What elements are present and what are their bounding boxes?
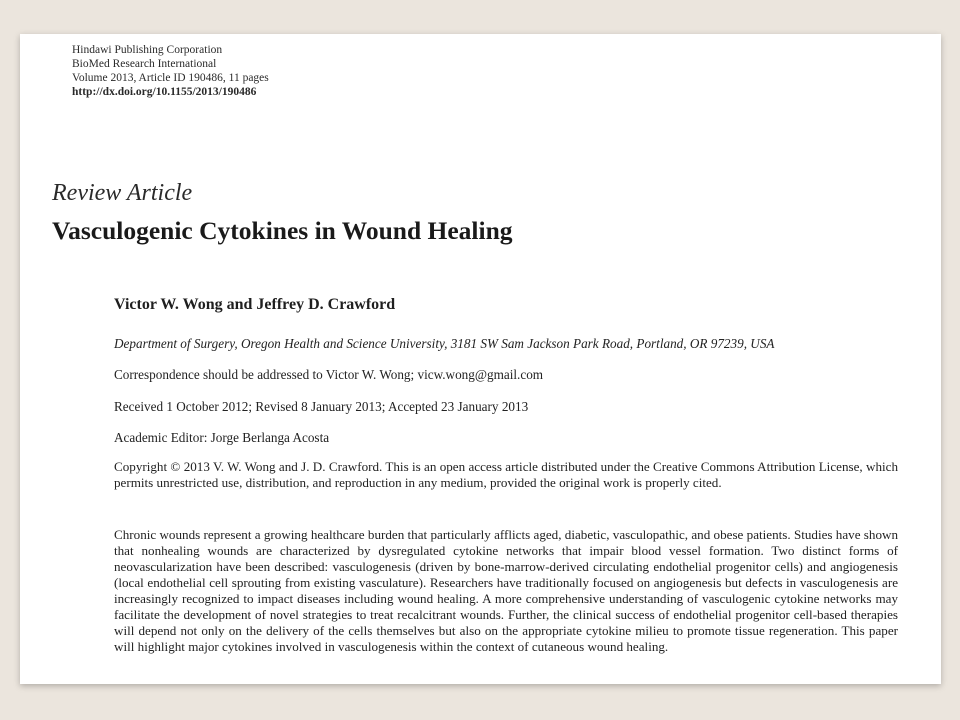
article-title: Vasculogenic Cytokines in Wound Healing	[52, 216, 513, 245]
authors: Victor W. Wong and Jeffrey D. Crawford	[114, 296, 396, 313]
abstract: Chronic wounds represent a growing healthcare burden that particularly afflicts aged, diabetic, vasculopathic, and obese patients. Studies have shown that nonhealing wounds are characterized by dysregulated cytokine networks that impair blood vessel formation. Two distinct forms of neovascularization have been described: vasculogenesis (driven by bone-marrow-derived circulating endothelial progenitor cells) and angiogenesis (local endothelial cell sprouting from existing vasculature). Researchers have traditionally focused on angiogenesis but defects in vasculogenesis are increasingly recognized to impact diseases including wound healing. A more comprehensive understanding of vasculogenic cytokine networks may facilitate the development of novel strategies to treat recalcitrant wounds. Further, the clinical success of endothelial progenitor cell-based therapies will depend not only on the delivery of the cells themselves but also on the appropriate cytokine milieu to promote tissue regeneration. This paper will highlight major cytokines involved in vasculogenesis within the context of cutaneous wound healing.	[114, 527, 898, 654]
journal-line: BioMed Research International	[72, 58, 217, 70]
article-type: Review Article	[52, 180, 193, 206]
volume-line: Volume 2013, Article ID 190486, 11 pages	[72, 72, 269, 84]
document-page	[20, 34, 941, 684]
correspondence: Correspondence should be addressed to Victor W. Wong; vicw.wong@gmail.com	[114, 367, 544, 382]
doi-link[interactable]: http://dx.doi.org/10.1155/2013/190486	[72, 86, 257, 98]
affiliation: Department of Surgery, Oregon Health and Science University, 3181 SW Sam Jackson Park Road, Portland, OR 97239, USA	[114, 336, 775, 351]
academic-editor: Academic Editor: Jorge Berlanga Acosta	[114, 430, 330, 445]
publisher-line: Hindawi Publishing Corporation	[72, 44, 223, 56]
copyright-notice: Copyright © 2013 V. W. Wong and J. D. Crawford. This is an open access article distributed under the Creative Commons Attribution License, which permits unrestricted use, distribution, and reproduction in any medium, provided the original work is properly cited.	[114, 459, 898, 490]
dates: Received 1 October 2012; Revised 8 January 2013; Accepted 23 January 2013	[114, 399, 529, 414]
